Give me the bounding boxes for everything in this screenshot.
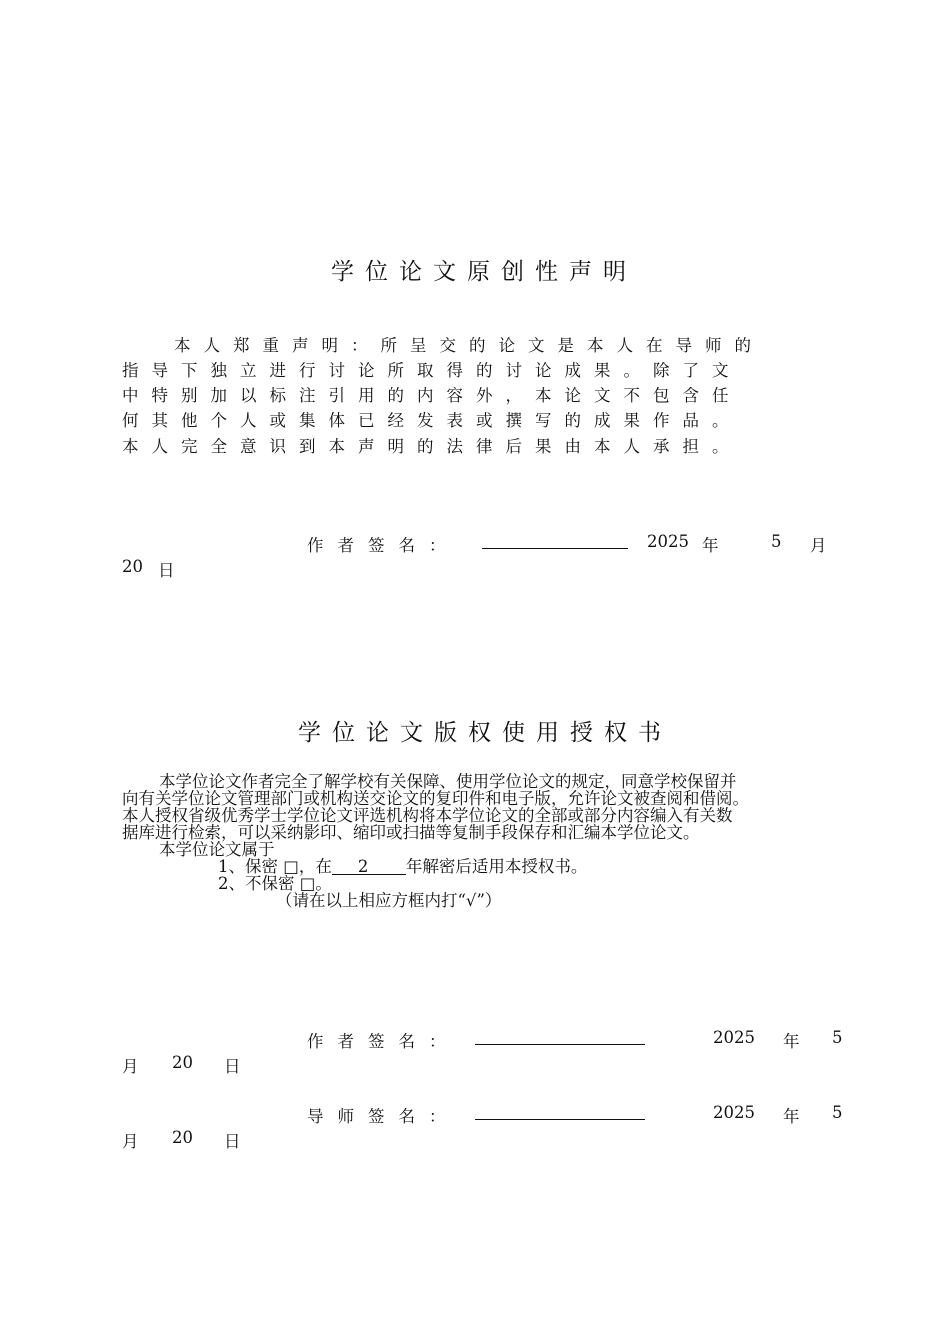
checkbox-note: （请在以上相应方框内打“√”）: [276, 891, 502, 910]
advisor-year-unit: 年: [783, 1107, 800, 1126]
declaration-title: 学位论文原创性声明: [331, 259, 637, 285]
option-confidential[interactable]: [122, 858, 749, 875]
advisor-signature-line[interactable]: [475, 1119, 645, 1120]
authorization-line-2: 向有关学位论文管理部门或机构送交论文的复印件和电子版，允许论文被查阅和借阅。: [122, 789, 749, 808]
signature-month: 5: [771, 532, 782, 551]
advisor-day: 20: [172, 1128, 193, 1147]
author-day: 20: [172, 1053, 193, 1072]
author-signature-label-2: 作者签名：: [307, 1032, 460, 1051]
advisor-month-unit: 月: [122, 1132, 139, 1151]
authorization-line-4: 据库进行检索，可以采纳影印、缩印或扫描等复制手段保存和汇编本学位论文。: [122, 823, 700, 842]
advisor-signature-label: 导师签名：: [307, 1107, 460, 1126]
author-signature-line[interactable]: [482, 548, 628, 549]
declaration-line-1: 本人郑重声明：所呈交的论文是本人在导师的: [174, 336, 764, 355]
option1-suffix: 年解密后适用本授权书。: [405, 857, 588, 876]
authorization-line-1: 本学位论文作者完全了解学校有关保障、使用学位论文的规定，同意学校保留并: [159, 772, 737, 791]
authorization-title: 学位论文版权使用授权书: [298, 720, 672, 746]
author-month-unit: 月: [122, 1057, 139, 1076]
signature-month-unit: 月: [810, 536, 827, 555]
author-day-unit: 日: [224, 1057, 241, 1076]
signature-year-unit: 年: [702, 536, 719, 555]
confidential-years: 2: [357, 857, 369, 876]
author-month: 5: [832, 1028, 843, 1047]
advisor-day-unit: 日: [224, 1132, 241, 1151]
declaration-line-3: 中特别加以标注引用的内容外，本论文不包含任: [122, 386, 742, 405]
author-signature-label: 作者签名：: [307, 536, 460, 555]
declaration-line-4: 何其他个人或集体已经发表或撰写的成果作品。: [122, 411, 742, 430]
confidential-years-field[interactable]: [332, 859, 406, 875]
belongs-label: 本学位论文属于: [159, 840, 275, 859]
advisor-year: 2025: [713, 1103, 755, 1122]
signature-year: 2025: [647, 532, 689, 551]
author-year-unit: 年: [783, 1032, 800, 1051]
authorization-body: [122, 773, 749, 909]
advisor-month: 5: [832, 1103, 843, 1122]
signature-day: 20: [122, 557, 143, 576]
declaration-line-5: 本人完全意识到本声明的法律后果由本人承担。: [122, 437, 742, 456]
signature-day-unit: 日: [158, 561, 175, 580]
authorization-line-3: 本人授权省级优秀学士学位论文评选机构将本学位论文的全部或部分内容编入有关数: [122, 806, 733, 825]
declaration-line-2: 指导下独立进行讨论所取得的讨论成果。除了文: [122, 361, 742, 380]
author-signature-line-2[interactable]: [475, 1044, 645, 1045]
option1-prefix: 1、保密 □，在: [218, 857, 332, 876]
option-not-confidential[interactable]: 2、不保密 □。: [218, 874, 332, 893]
author-year: 2025: [713, 1028, 755, 1047]
